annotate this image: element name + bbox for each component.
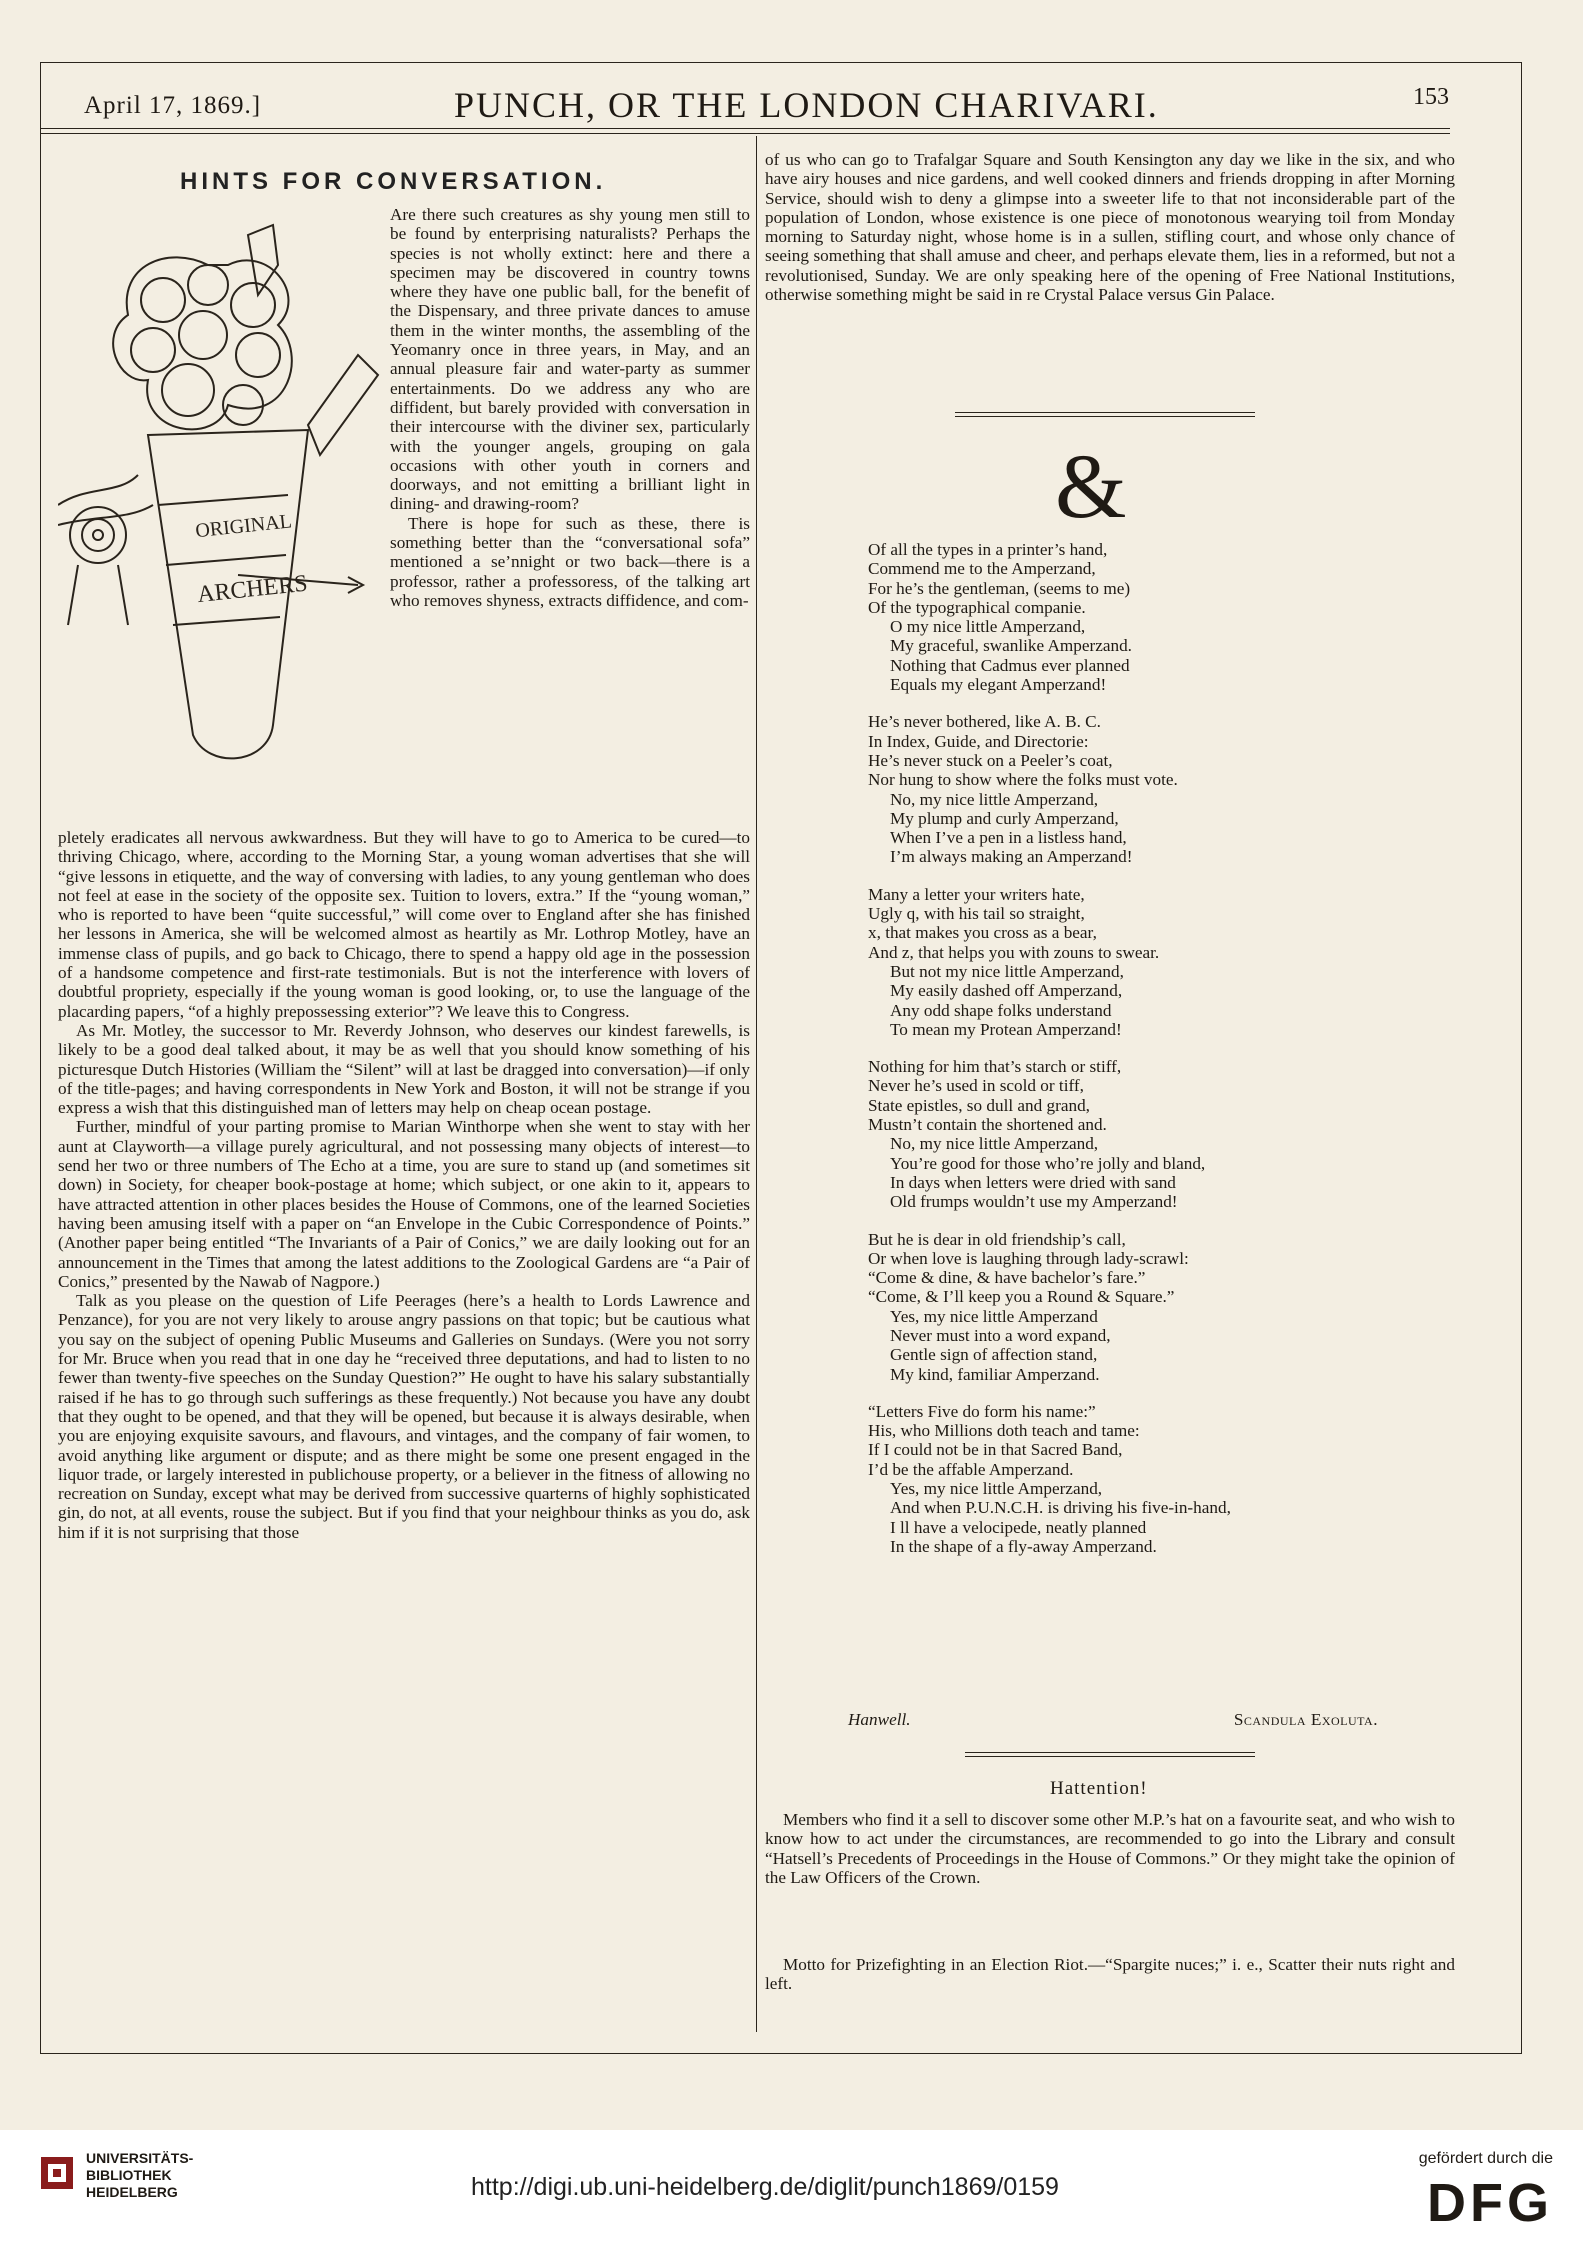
poem-line: Mustn’t contain the shortened and. — [868, 1115, 1107, 1135]
cartoon-illustration — [58, 205, 388, 825]
paragraph: As Mr. Motley, the successor to Mr. Reverdy Johnson, who deserves our kindest farewells, is likely to be a good deal talked about, it may be as well that you should know something of his picturesque Dutch Histories (William the “Silent” will at last be dragged into conversation)—if only of the title-pages; and having correspondents in New York and Boston, it will not be strange if you express a wish that this distinguished man of letters may help on cheap ocean postage. — [58, 1020, 750, 1118]
poem-line: But he is dear in old friendship’s call, — [868, 1229, 1126, 1249]
poem-line: “Come, & I’ll keep you a Round & Square.” — [868, 1287, 1175, 1307]
poem-line: But not my nice little Amperzand, — [890, 961, 1124, 981]
poem-line: No, my nice little Amperzand, — [890, 1134, 1099, 1154]
poem-line: If I could not be in that Sacred Band, — [868, 1440, 1123, 1460]
poem-line: Gentle sign of affection stand, — [890, 1345, 1098, 1365]
paragraph: pletely eradicates all nervous awkwardness. But they will have to go to America to be cured—to thriving Chicago, where, according to the Morning Star, a young woman advertises that she will “give lessons in etiquette, and the way of conversing with ladies, to any young gentleman who does not feel at ease in the society of the opposite sex. Tuition to lovers, extra.” If the “young woman,” who is reported to have been “quite successful,” will come over to England after she has finished her lessons in America, she will be welcomed almost as heartily as Mr. Lothrop Motley, have an immense class of pupils, and go back to Chicago, there to spend a happy old age in the possession of a handsome competence and first-rate testimonials. But is not the interference with lovers of doubtful propriety, especially if the young woman is good looking, or, to use the language of the placarding papers, “of a highly prepossessing exterior”? We leave this to Congress. — [58, 828, 750, 1021]
source-link[interactable]: http://digi.ub.uni-heidelberg.de/diglit/punch1869/0159 — [471, 2173, 1059, 2201]
article-text — [58, 828, 750, 1542]
poem-line: Nor hung to show where the folks must vote. — [868, 770, 1178, 790]
poem-line: In Index, Guide, and Directorie: — [868, 731, 1089, 751]
poem-line: Any odd shape folks understand — [890, 1000, 1112, 1020]
poem-line: O my nice little Amperzand, — [890, 617, 1086, 637]
poem-line: x, that makes you cross as a bear, — [868, 923, 1097, 943]
poem-line: Yes, my nice little Amperzand, — [890, 1479, 1103, 1499]
poem-place: Hanwell. — [848, 1710, 911, 1729]
section-rule — [955, 412, 1255, 417]
poem-line: Nothing for him that’s starch or stiff, — [868, 1057, 1122, 1077]
paragraph: Motto for Prizefighting in an Election Riot.—“Spargite nuces;” i. e., Scatter their nuts right and left. — [765, 1955, 1455, 1994]
poem-line: In days when letters were dried with sand — [890, 1172, 1176, 1192]
section-rule — [965, 1752, 1255, 1757]
library-line: HEIDELBERG — [86, 2184, 178, 2200]
poem-line: Nothing that Cadmus ever planned — [890, 655, 1130, 675]
poem-line: Many a letter your writers hate, — [868, 884, 1085, 904]
poem-line: No, my nice little Amperzand, — [890, 789, 1099, 809]
publication-title: PUNCH, OR THE LONDON CHARIVARI. — [454, 85, 1159, 125]
poem-line: He’s never bothered, like A. B. C. — [868, 712, 1101, 732]
poem-signature — [848, 1710, 1378, 1730]
poem-line: I’m always making an Amperzand! — [890, 847, 1133, 867]
poem-line: State epistles, so dull and grand, — [868, 1095, 1090, 1115]
poem-line: My kind, familiar Amperzand. — [890, 1364, 1100, 1384]
poem-line: You’re good for those who’re jolly and bland, — [890, 1153, 1206, 1173]
poem-line: Old frumps wouldn’t use my Amperzand! — [890, 1192, 1178, 1212]
poem — [868, 540, 1428, 1556]
header-rule — [40, 128, 1450, 134]
poem-line: Of all the types in a printer’s hand, — [868, 540, 1108, 559]
paragraph: Further, mindful of your parting promise to Marian Winthorpe when she went to stay with her aunt at Clayworth—a village purely agricultural, and not possessing many objects of interest—to send her two or three numbers of The Echo at a time, you are sure to stand up (and sometimes sit down) in Society, for cheaper book-postage at home; which subject, or one akin to it, appears to have attracted attention in other places besides the House of Commons, one of the learned Societies having been amusing itself with a paper on “an Envelope in the Cubic Correspondence of Points.” (Another paper being entitled “The Invariants of a Pair of Conics,” we are daily looking out for an announcement in the Times that among the latest additions to the Zoological Gardens are “a Pair of Conics,” presented by the Nawab of Nagpore.) — [58, 1117, 750, 1291]
running-header — [44, 78, 1449, 126]
ampersand-ornament: & — [1055, 435, 1127, 537]
illustration-label-archers: ARCHERS — [196, 570, 309, 609]
article-continuation — [765, 150, 1455, 304]
poem-line: Yes, my nice little Amperzand — [890, 1306, 1098, 1326]
dfg-logo: DFG — [1427, 2173, 1553, 2233]
column-divider — [756, 136, 757, 2032]
poem-line: My graceful, swanlike Amperzand. — [890, 636, 1132, 656]
poem-line: To mean my Protean Amperzand! — [890, 1019, 1122, 1039]
hattention-title: Hattention! — [1050, 1778, 1148, 1799]
poem-line: Or when love is laughing through lady-scrawl: — [868, 1248, 1189, 1268]
poem-line: And z, that helps you with zouns to swear. — [868, 942, 1160, 962]
poem-line: I’d be the affable Amperzand. — [868, 1459, 1074, 1479]
poem-line: I ll have a velocipede, neatly planned — [890, 1517, 1147, 1537]
poem-line: His, who Millions doth teach and tame: — [868, 1421, 1140, 1441]
poem-line: Ugly q, with his tail so straight, — [868, 904, 1085, 924]
poem-line: Never he’s used in scold or tiff, — [868, 1076, 1084, 1096]
issue-date: April 17, 1869.] — [84, 92, 262, 119]
paragraph: There is hope for such as these, there is something better than the “conversational sofa” mentioned a se’nnight or two back—there is a professor, rather a professoress, of the talking art who removes shyness, extracts diffidence, and com- — [390, 513, 750, 610]
paragraph: of us who can go to Trafalgar Square and South Kensington any day we like in the six, and who have airy houses and nice gardens, and well cooked dinners and friends dropping in after Morning Service, should wish to deny a glimpse into a sweeter life to that not inconsiderable part of the population of London, whose existence is one piece of monotonous wearying toil from Monday morning to Saturday night, whose home is in a sullen, stifling court, and whose only chance of seeing something that shall amuse and cheer, and perhaps elevate them, lies in a reformed, but not a revolutionised, Sunday. We are only speaking here of the opening of Free National Institutions, otherwise something might be said in re Crystal Palace versus Gin Palace. — [765, 150, 1455, 305]
page-number: 153 — [1413, 84, 1449, 110]
library-line: BIBLIOTHEK — [86, 2167, 172, 2183]
illustration-label-original: ORIGINAL — [194, 510, 293, 543]
hattention-text — [765, 1810, 1455, 1887]
library-seal-icon — [40, 2156, 74, 2190]
poem-line: Equals my elegant Amperzand! — [890, 675, 1107, 695]
poem-line: He’s never stuck on a Peeler’s coat, — [868, 750, 1113, 770]
poem-line: My plump and curly Amperzand, — [890, 808, 1119, 828]
article-text-wrap — [390, 205, 750, 610]
poem-line: For he’s the gentleman, (seems to me) — [868, 578, 1131, 598]
motto-text — [765, 1955, 1455, 1994]
poem-line: In the shape of a fly-away Amperzand. — [890, 1536, 1157, 1556]
library-line: UNIVERSITÄTS- — [86, 2150, 194, 2166]
poem-line: “Letters Five do form his name:” — [868, 1401, 1096, 1421]
poem-author: Scandula Exoluta. — [1233, 1710, 1378, 1729]
poem-line: When I’ve a pen in a listless hand, — [890, 828, 1127, 848]
poem-line: Never must into a word expand, — [890, 1325, 1111, 1345]
poem-line: Of the typographical companie. — [868, 597, 1086, 617]
poem-line: And when P.U.N.C.H. is driving his five-in-hand, — [890, 1498, 1231, 1518]
poem-line: My easily dashed off Amperzand, — [890, 981, 1123, 1001]
paragraph: Are there such creatures as shy young men still to be found by enterprising naturalists? Perhaps the species is not wholly extinct: here and there a specimen may be discovered in country towns where they have one public ball, for the benefit of the Dispensary, and three private dances to amuse them in the winter months, the assembling of the Yeomanry once in three years, in May, and an annual pleasure fair and water-party as summer entertainments. Do we address any who are diffident, but barely provided with conversation in their intercourse with the diviner sex, particularly with the younger angels, grouping on gala occasions with other youth in corners and doorways, and not emitting a brilliant light in dining- and drawing-room? — [390, 205, 750, 514]
funding-caption: gefördert durch die — [1418, 2150, 1553, 2167]
paragraph: Members who find it a sell to discover some other M.P.’s hat on a favourite seat, and who wish to know how to act under the circumstances, are recommended to go into the Library and consult “Hatsell’s Precedents of Proceedings in the House of Commons.” Or they might take the opinion of the Law Officers of the Crown. — [765, 1810, 1455, 1887]
paragraph: Talk as you please on the question of Life Peerages (here’s a health to Lords Lawrence and Penzance), for you are not very likely to arouse angry passions on that topic; but be cautious what you say on the subject of opening Public Museums and Galleries on Sundays. (Were you not sorry for Mr. Bruce when you read that in one day he “received three deputations, and had to listen to no fewer than twenty-five speeches on the Sunday Question?” He ought to have his salary substantially raised if he has to go through such sufferings as these frequently.) Not because you have any doubt that they ought to be opened, and that they will be opened, but because it is always desirable, when you are enjoying exquisite savours, and flavours, and vintages, and the company of fair women, to avoid anything like argument or dispute; and as there might be some one present engaged in the liquor trade, or largely interested in publichouse property, or a believer in the fitness of allowing no recreation on Sunday, except what may be derived from successive quarterns of highly sophisticated gin, do not, at all events, rouse the subject. But if you find that your neighbour thinks as you do, ask him if it is not surprising that those — [58, 1291, 750, 1542]
article-title: HINTS FOR CONVERSATION. — [180, 168, 607, 195]
poem-line: “Come & dine, & have bachelor’s fare.” — [868, 1268, 1146, 1288]
poem-line: Commend me to the Amperzand, — [868, 559, 1096, 579]
